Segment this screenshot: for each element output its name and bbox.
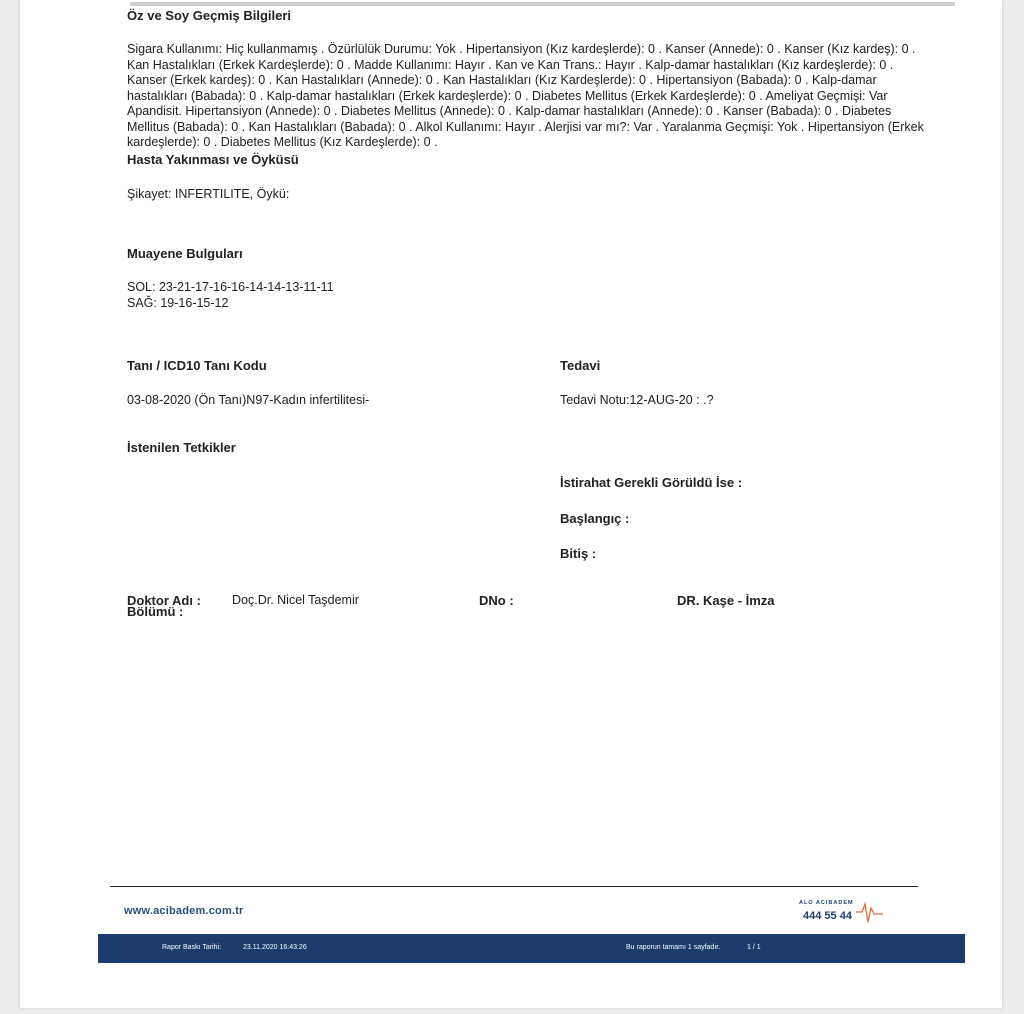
logo-title: ALO ACIBADEM — [799, 900, 854, 906]
heartbeat-icon — [856, 898, 884, 926]
dno-label: DNo : — [479, 593, 514, 608]
history-text: Sigara Kullanımı: Hiç kullanmamış . Özürlülük Durumu: Yok . Hipertansiyon (Kız kardeşlerde): 0 . Kanser (Annede): 0 . Kanser (Kız kardeş): 0 . Kan Hastalıkları (Erkek Kardeşlerde): 0 . Madde Kullanımı: Hayır . Kan ve Kan Trans.: Hayır . Kalp-damar hastalıkları (Kız kardeşlerde): 0 . Kanser (Erkek kardeş): 0 . Kan Hastalıkları (Annede): 0 . Kan Hastalıkları (Kız Kardeşlerde): 0 . Hipertansiyon (Babada): 0 . Kalp-damar hastalıkları (Babada): 0 . Kalp-damar hastalıkları (Erkek kardeşlerde): 0 . Diabetes Mellitus (Erkek Kardeşlerde): 0 . Ameliyat Geçmişi: Var Apandisit. Hipertansiyon (Annede): 0 . Diabetes Mellitus (Annede): 0 . Kalp-damar hastalıkları (Annede): 0 . Kanser (Babada): 0 . Diabetes Mellitus (Babada): 0 . Kan Hastalıkları (Babada): 0 . Alkol Kullanımı: Hayır . Alerjisi var mı?: Var . Yaralanma Geçmişi: Yok . Hipertansiyon (Erkek kardeşlerde): 0 . Diabetes Mellitus (Kız Kardeşlerde): 0 . — [127, 42, 924, 149]
department-label: Bölümü : — [127, 604, 184, 619]
complaint-title: Hasta Yakınması ve Öyküsü — [127, 152, 299, 167]
print-date: 23.11.2020 16:43:26 — [243, 944, 307, 951]
footer-bar — [98, 934, 965, 963]
logo-phone: 444 55 44 — [803, 910, 852, 922]
diagnosis-title: Tanı / ICD10 Tanı Kodu — [127, 358, 267, 373]
history-title: Öz ve Soy Geçmiş Bilgileri — [127, 8, 292, 23]
acibadem-logo — [796, 898, 886, 926]
treatment-text: Tedavi Notu:12-AUG-20 : .? — [560, 393, 714, 407]
report-page — [20, 0, 1002, 1008]
complaint-text: Şikayet: INFERTILITE, Öykü: — [127, 187, 290, 201]
rest-end-label: Bitiş : — [560, 546, 597, 561]
rest-title: İstirahat Gerekli Görüldü İse : — [560, 475, 743, 490]
footer-divider — [110, 886, 918, 887]
tests-title: İstenilen Tetkikler — [127, 440, 236, 455]
print-date-label: Rapor Baskı Tarihi: — [162, 944, 222, 951]
doctor-name-label: Doktor Adı : — [127, 593, 201, 608]
page-note: Bu raporun tamamı 1 sayfadır. — [626, 944, 721, 951]
exam-left: SOL: 23-21-17-16-16-14-14-13-11-11 — [127, 280, 334, 294]
website-link[interactable]: www.acibadem.com.tr — [124, 905, 244, 917]
diagnosis-text: 03-08-2020 (Ön Tanı)N97-Kadın infertilitesi- — [127, 393, 370, 407]
page-number: 1 / 1 — [747, 944, 761, 951]
top-divider — [130, 2, 955, 6]
doctor-name-value: Doç.Dr. Nicel Taşdemir — [232, 593, 359, 607]
rest-start-label: Başlangıç : — [560, 511, 630, 526]
exam-right: SAĞ: 19-16-15-12 — [127, 296, 229, 310]
stamp-signature-label: DR. Kaşe - İmza — [677, 593, 775, 608]
treatment-title: Tedavi — [560, 358, 601, 373]
exam-title: Muayene Bulguları — [127, 246, 243, 261]
